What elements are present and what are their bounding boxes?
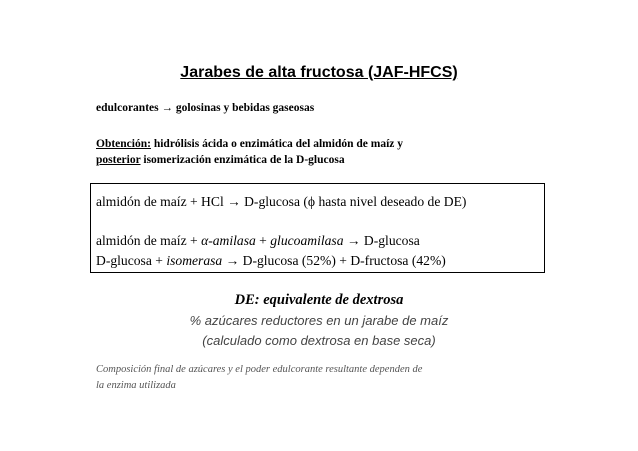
equations-box [90, 183, 545, 273]
note-line-2: la enzima utilizada [96, 380, 176, 391]
equation-isomerization [96, 253, 446, 269]
eq3-part-c: → D-glucosa (52%) + D-fructosa (42%) [222, 253, 446, 268]
equation-enzymatic [96, 233, 420, 249]
eq2-part-c: + [255, 233, 271, 248]
de-definition-1: % azúcares reductores en un jarabe de maíz [189, 313, 449, 328]
obtencion-text-1: hidrólisis ácida o enzimática del almidón de maíz y [150, 138, 403, 150]
eq2-part-a: almidón de maíz + [96, 233, 202, 248]
obtencion-label: Obtención: [96, 138, 151, 150]
eq2-part-e: → D-glucosa [343, 233, 420, 248]
eq3-enzyme-isomerasa: isomerasa [166, 253, 223, 268]
eq2-enzyme-glucoamilasa: glucoamilasa [270, 233, 344, 248]
note-line-1: Composición final de azúcares y el poder edulcorante resultante dependen de [96, 364, 423, 375]
equation-acid: almidón de maíz + HCl → D-glucosa (ϕ hasta nivel deseado de DE) [96, 194, 467, 209]
de-definition-2: (calculado como dextrosa en base seca) [202, 333, 436, 348]
obtencion-line-1 [96, 138, 403, 150]
obtencion-text-2: isomerización enzimática de la D-glucosa [140, 154, 345, 166]
uses-line: edulcorantes → golosinas y bebidas gaseosas [96, 102, 315, 114]
obtencion-label-2: posterior [96, 154, 141, 166]
eq2-enzyme-alpha-amilasa: α-amilasa [201, 233, 256, 248]
slide-title: Jarabes de alta fructosa (JAF-HFCS) [180, 64, 458, 81]
eq3-part-a: D-glucosa + [96, 253, 167, 268]
de-title: DE: equivalente de dextrosa [234, 292, 404, 308]
obtencion-line-2 [96, 154, 345, 166]
